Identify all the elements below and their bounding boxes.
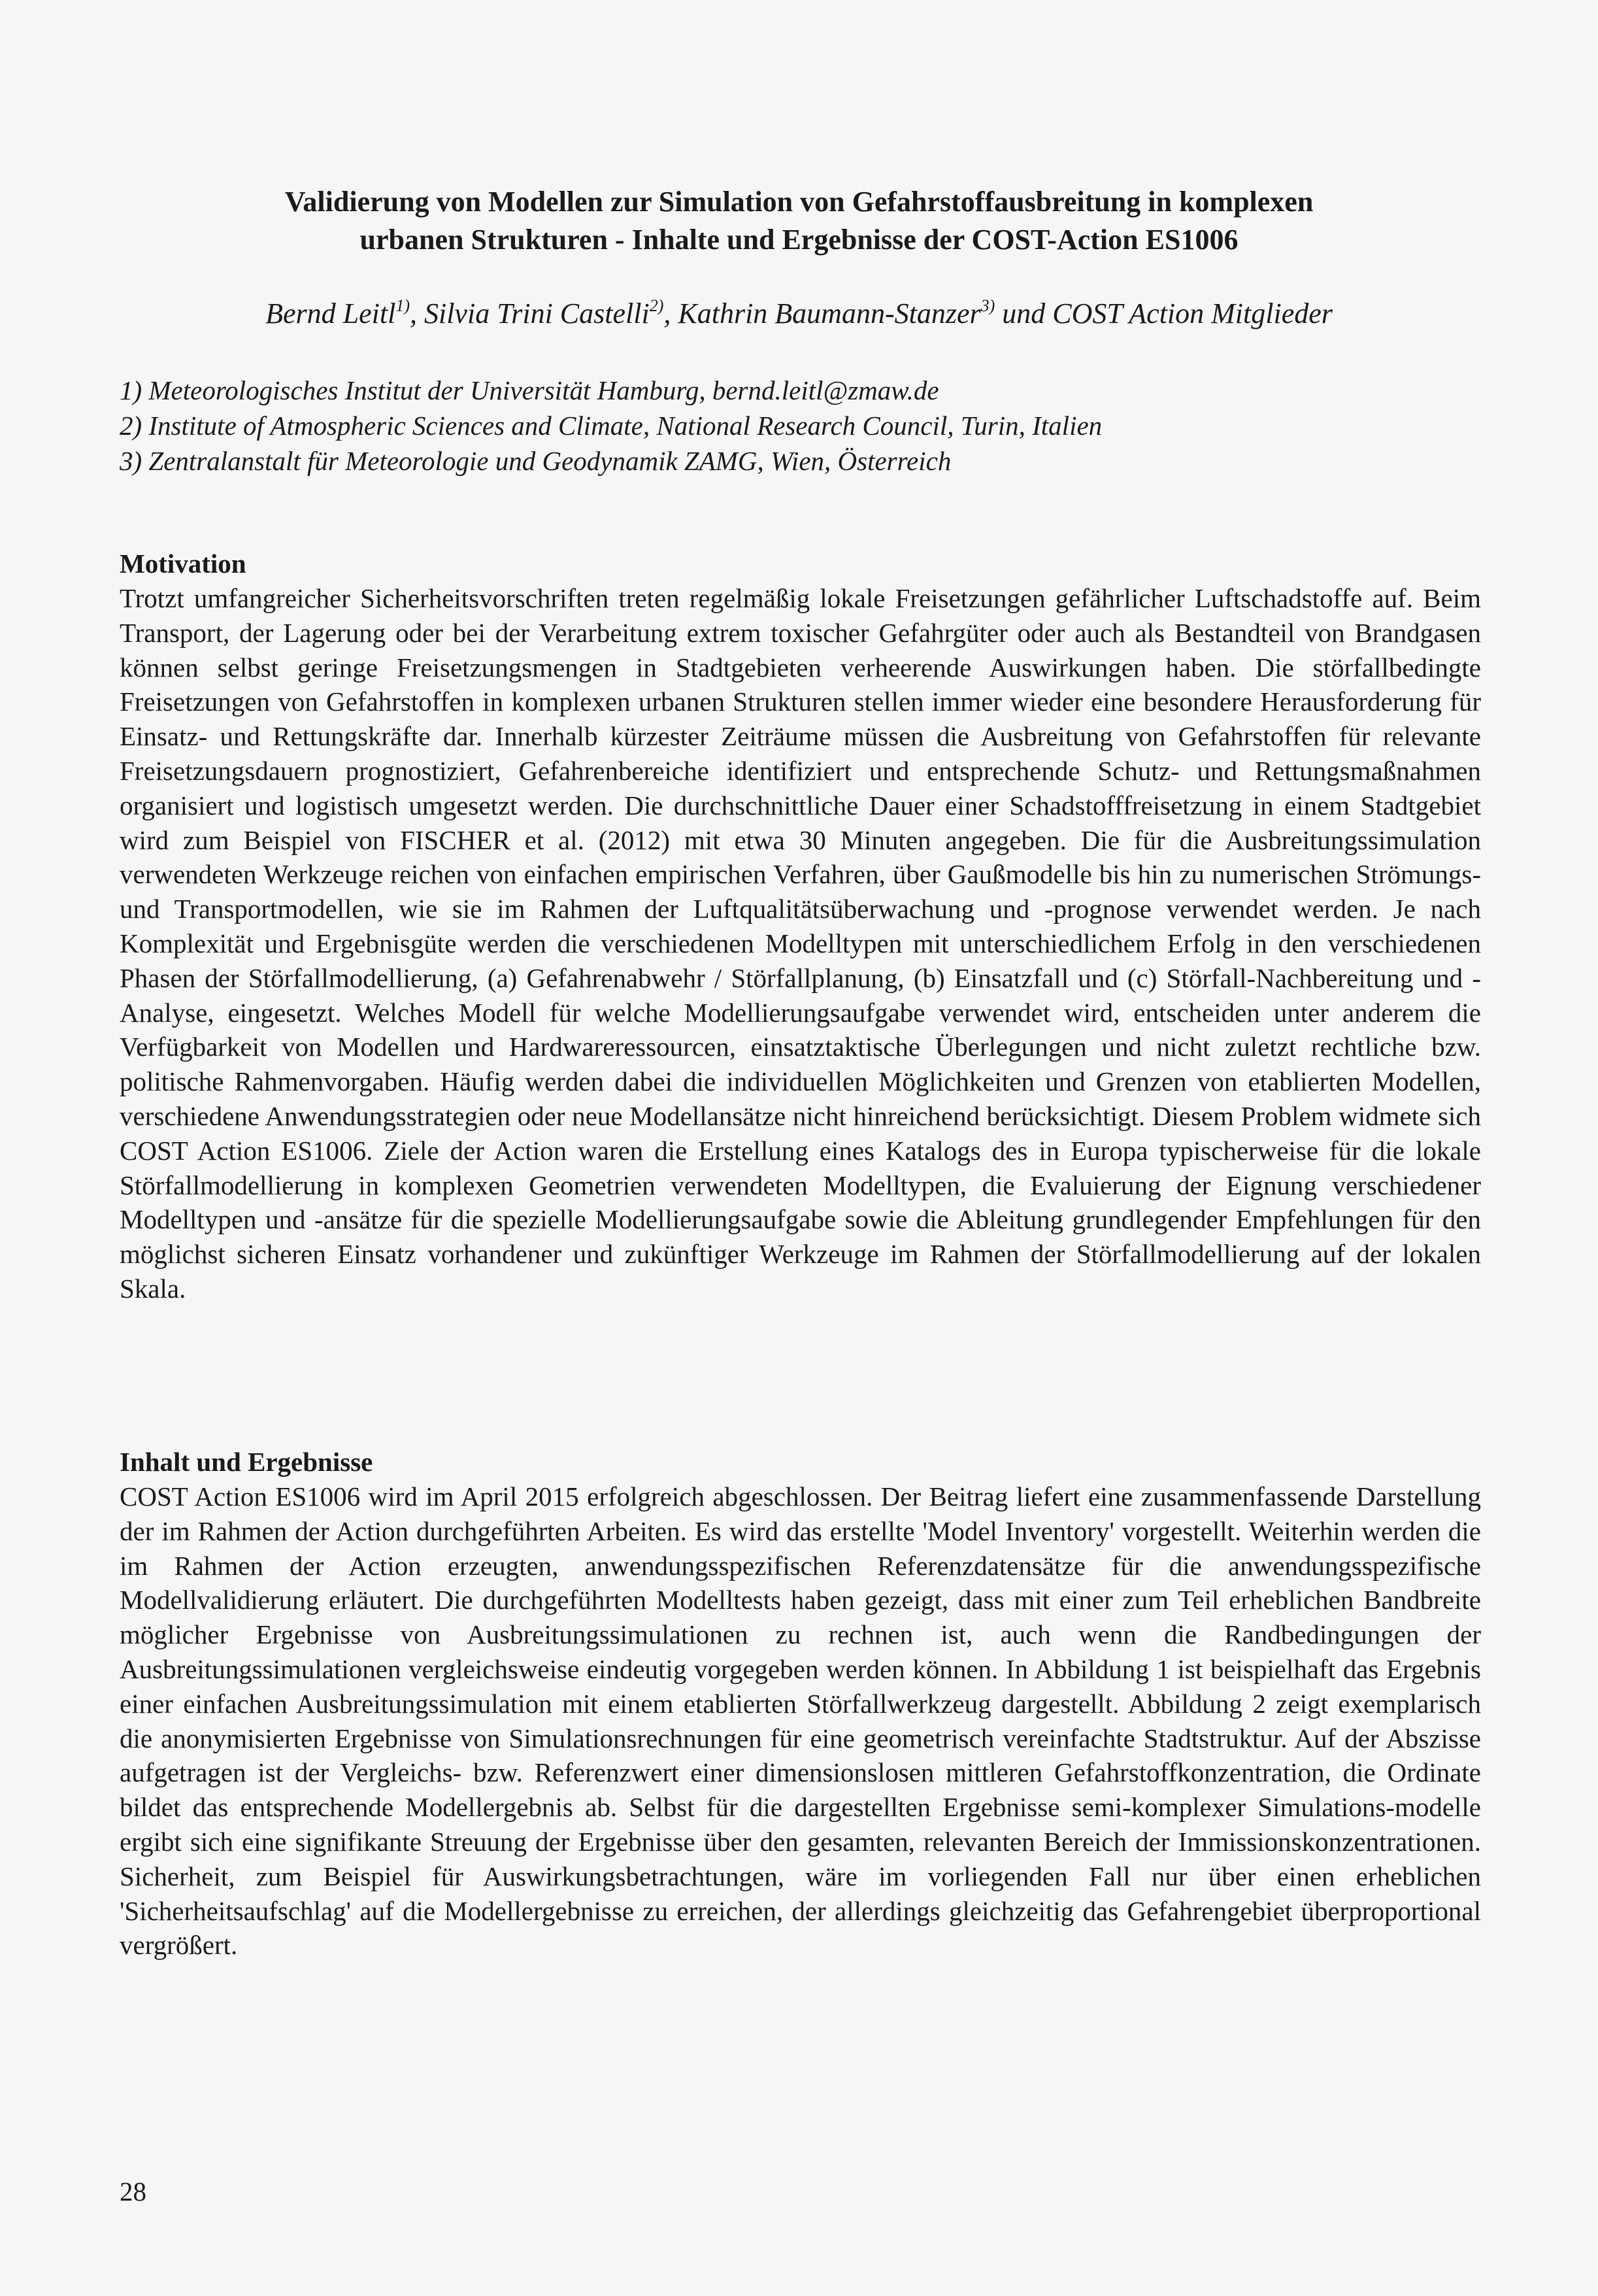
author-list — [118, 295, 1480, 332]
section-heading: Inhalt und Ergebnisse — [120, 1447, 373, 1477]
author-affiliation-mark: 1) — [395, 296, 410, 315]
author-affiliation-mark: 3) — [980, 296, 995, 315]
author-name: Kathrin Baumann-Stanzer — [678, 297, 981, 329]
author-separator: , — [409, 297, 424, 329]
title-line-2: urbanen Strukturen - Inhalte und Ergebnisse der COST-Action ES1006 — [359, 224, 1239, 256]
author-affiliation-mark: 2) — [649, 296, 664, 315]
author-name: Silvia Trini Castelli — [424, 297, 650, 329]
affiliation-item: 1) Meteorologisches Institut der Universität Hamburg, bernd.leitl@zmaw.de — [120, 375, 939, 405]
affiliation-item: 3) Zentralanstalt für Meteorologie und Geodynamik ZAMG, Wien, Österreich — [120, 446, 952, 476]
paper-title — [118, 183, 1480, 259]
section-motivation — [120, 547, 1481, 1306]
section-results — [120, 1445, 1481, 1963]
author-name: Bernd Leitl — [265, 297, 396, 329]
section-body: COST Action ES1006 wird im April 2015 erfolgreich abgeschlossen. Der Beitrag liefert eine zusammenfassende Darstellung der im Rahmen der Action durchgeführten Arbeiten. Es wird das erstellte 'Model Inventory' vorgestellt. Weiterhin werden die im Rahmen der Action erzeugten, anwendungsspezifischen Referenzdatensätze für die anwendungsspezifische Modellvalidierung erläutert. Die durchgeführten Modelltests haben gezeigt, dass mit einer zum Teil erheblichen Bandbreite möglicher Ergebnisse von Ausbreitungssimulationen zu rechnen ist, auch wenn die Randbedingungen der Ausbreitungssimulationen vergleichsweise eindeutig vorgegeben werden können. In Abbildung 1 ist beispielhaft das Ergebnis einer einfachen Ausbreitungssimulation mit einem etablierten Störfallwerkzeug dargestellt. Abbildung 2 zeigt exemplarisch die anonymisierten Ergebnisse von Simulationsrechnungen für eine geometrisch vereinfachte Stadtstruktur. Auf der Abszisse aufgetragen ist der Vergleichs- bzw. Referenzwert einer dimensionslosen mittleren Gefahrstoffkonzentration, die Ordinate bildet das entsprechende Modellergebnis ab. Selbst für die dargestellten Ergebnisse semi-komplexer Simulations-modelle ergibt sich eine signifikante Streuung der Ergebnisse über den gesamten, relevanten Bereich der Immissionskonzentrationen. Sicherheit, zum Beispiel für Auswirkungsbetrachtungen, wäre im vorliegenden Fall nur über einen erheblichen 'Sicherheitsaufschlag' auf die Modellergebnisse zu erreichen, der allerdings gleichzeitig das Gefahrengebiet überproportional vergrößert. — [120, 1481, 1481, 1961]
author-separator: , — [663, 297, 678, 329]
page-number: 28 — [120, 2176, 146, 2206]
affiliation-item: 2) Institute of Atmospheric Sciences and Climate, National Research Council, Turin, Italien — [120, 411, 1103, 441]
title-line-1: Validierung von Modellen zur Simulation von Gefahrstoffausbreitung in komplexen — [284, 186, 1314, 218]
author-group: COST Action Mitglieder — [1052, 297, 1333, 329]
section-body: Trotzt umfangreicher Sicherheitsvorschriften treten regelmäßig lokale Freisetzungen gefährlicher Luftschadstoffe auf. Beim Transport, der Lagerung oder bei der Verarbeitung extrem toxischer Gefahrgüter oder auch als Bestandteil von Brandgasen können selbst geringe Freisetzungsmengen in Stadtgebieten verheerende Auswirkungen haben. Die störfallbedingte Freisetzungen von Gefahrstoffen in komplexen urbanen Strukturen stellen immer wieder eine besondere Herausforderung für Einsatz- und Rettungskräfte dar. Innerhalb kürzester Zeiträume müssen die Ausbreitung von Gefahrstoffen für relevante Freisetzungsdauern prognostiziert, Gefahrenbereiche identifiziert und entsprechende Schutz- und Rettungsmaßnahmen organisiert und logistisch umgesetzt werden. Die durchschnittliche Dauer einer Schadstofffreisetzung in einem Stadtgebiet wird zum Beispiel von FISCHER et al. (2012) mit etwa 30 Minuten angegeben. Die für die Ausbreitungssimulation verwendeten Werkzeuge reichen von einfachen empirischen Verfahren, über Gaußmodelle bis hin zu numerischen Strömungs- und Transportmodellen, wie sie im Rahmen der Luftqualitätsüberwachung und -prognose verwendet werden. Je nach Komplexität und Ergebnisgüte werden die verschiedenen Modelltypen mit unterschiedlichem Erfolg in den verschiedenen Phasen der Störfallmodellierung, (a) Gefahrenabwehr / Störfallplanung, (b) Einsatzfall und (c) Störfall-Nachbereitung und -Analyse, eingesetzt. Welches Modell für welche Modellierungsaufgabe verwendet wird, entscheiden unter anderem die Verfügbarkeit von Modellen und Hardwareressourcen, einsatztaktische Überlegungen und nicht zuletzt rechtliche bzw. politische Rahmenvorgaben. Häufig werden dabei die individuellen Möglichkeiten und Grenzen von etablierten Modellen, verschiedene Anwendungsstrategien oder neue Modellansätze nicht hinreichend berücksichtigt. Diesem Problem widmete sich COST Action ES1006. Ziele der Action waren die Erstellung eines Katalogs des in Europa typischerweise für die lokale Störfallmodellierung in komplexen Geometrien verwendeten Modelltypen, die Evaluierung der Eignung verschiedener Modelltypen und -ansätze für die spezielle Modellierungsaufgabe sowie die Ableitung grundlegender Empfehlungen für den möglichst sicheren Einsatz vorhandener und zukünftiger Werkzeuge im Rahmen der Störfallmodellierung auf der lokalen Skala. — [120, 583, 1481, 1304]
author-conjunction: und — [995, 297, 1053, 329]
affiliation-list — [120, 373, 1479, 479]
section-heading: Motivation — [120, 549, 246, 579]
